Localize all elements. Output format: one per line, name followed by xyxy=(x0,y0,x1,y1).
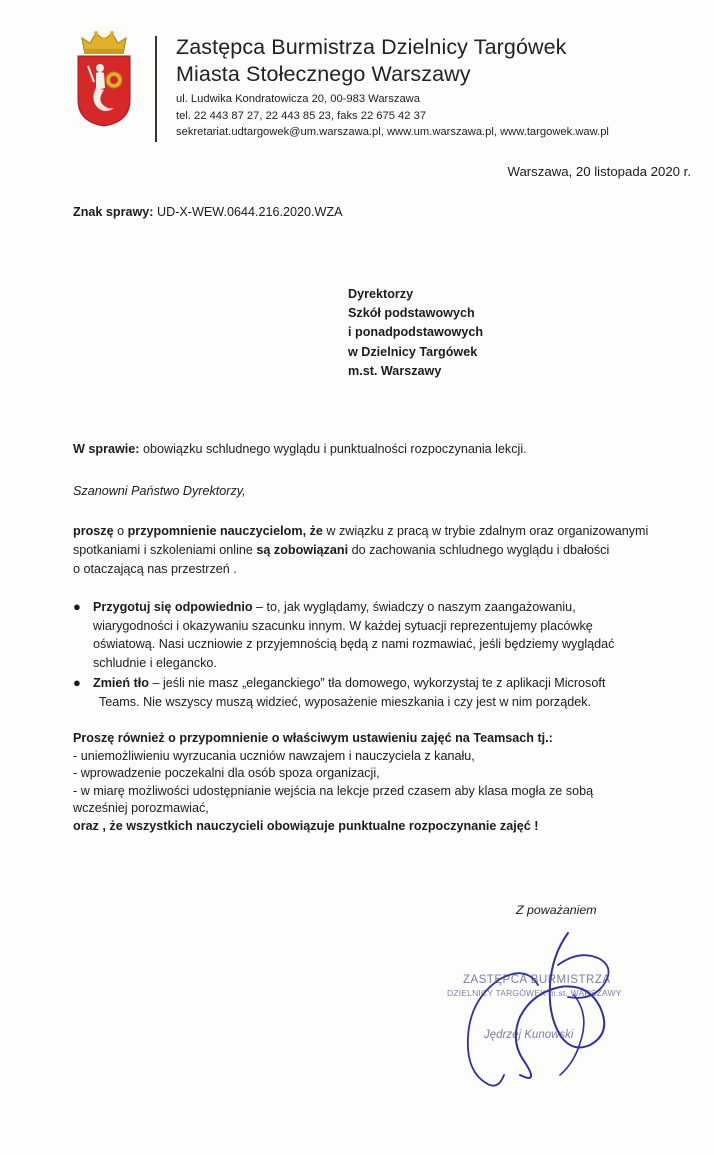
settings-item: - uniemożliwieniu wyrzucania uczniów nawzajem i nauczyciela z kanału, xyxy=(73,748,475,763)
intro-paragraph xyxy=(73,522,693,579)
bullet-icon: ● xyxy=(73,599,81,614)
list-item xyxy=(73,598,693,672)
addressee-block xyxy=(348,285,483,381)
case-label: Znak sprawy: xyxy=(73,205,154,219)
settings-item: - wprowadzenie poczekalni dla osób spoza organizacji, xyxy=(73,766,380,781)
org-address: ul. Ludwika Kondratowicza 20, 00-983 Warszawa xyxy=(176,93,420,105)
intro-bold: są zobowiązani xyxy=(256,543,349,557)
intro-text: spotkaniami i szkoleniami online xyxy=(73,543,257,557)
teams-settings-block xyxy=(73,730,693,836)
stamp-title: ZASTĘPCA BURMISTRZA xyxy=(463,974,611,986)
handwritten-signature xyxy=(440,925,650,1100)
tips-list xyxy=(73,598,693,711)
addressee-line: i ponadpodstawowych xyxy=(348,325,484,340)
greeting: Szanowni Państwo Dyrektorzy, xyxy=(73,484,246,498)
tip-title: Zmień tło xyxy=(93,676,149,690)
intro-bold: przypomnienie nauczycielom, że xyxy=(127,524,323,538)
case-reference xyxy=(73,205,342,219)
settings-heading: Proszę również o przypomnienie o właściwym ustawieniu zajęć na Teamsach tj.: xyxy=(73,731,553,745)
stamp-name: Jędrzej Kunowski xyxy=(484,1029,574,1041)
subject-text: obowiązku schludnego wyglądu i punktualności rozpoczynania lekcji. xyxy=(142,442,527,456)
tip-text: – jeśli nie masz „eleganckiego” tła domowego, wykorzystaj te z aplikacji Microsoft xyxy=(148,676,606,690)
org-name-line2: Miasta Stołecznego Warszawy xyxy=(176,62,471,86)
letter-date: Warszawa, 20 listopada 2020 r. xyxy=(507,164,691,179)
intro-text: w związku z pracą w trybie zdalnym oraz organizowanymi xyxy=(322,524,649,538)
subject-line xyxy=(73,442,527,456)
subject-label: W sprawie: xyxy=(73,442,140,456)
warsaw-coat-of-arms-icon xyxy=(74,30,134,128)
tip-text: wiarygodności i okazywaniu szacunku innym. W każdej sytuacji reprezentujemy placówkę xyxy=(93,618,593,633)
org-phones: tel. 22 443 87 27, 22 443 85 23, faks 22 675 42 37 xyxy=(176,110,427,122)
addressee-line: m.st. Warszawy xyxy=(348,363,442,378)
closing-regards: Z poważaniem xyxy=(516,903,597,917)
settings-item: wcześniej porozmawiać, xyxy=(73,801,209,816)
addressee-line: w Dzielnicy Targówek xyxy=(348,344,478,359)
intro-text: o xyxy=(113,524,128,538)
case-number: UD-X-WEW.0644.216.2020.WZA xyxy=(157,205,343,219)
addressee-line: Dyrektorzy xyxy=(348,287,414,301)
org-contact: sekretariat.udtargowek@um.warszawa.pl, www.um.warszawa.pl, www.targowek.waw.pl xyxy=(176,126,609,138)
intro-text: o otaczającą nas przestrzeń . xyxy=(73,562,237,576)
bullet-icon: ● xyxy=(73,675,81,690)
list-item xyxy=(73,674,693,711)
intro-bold: proszę xyxy=(73,524,114,538)
settings-item: - w miarę możliwości udostępnianie wejścia na lekcje przed czasem aby klasa mogła ze sobą xyxy=(73,783,594,798)
tip-text: oświatową. Nasi uczniowie z przyjemnością będą z nami rozmawiać, jeśli będziemy wyglądać xyxy=(93,637,615,651)
org-name-line1: Zastępca Burmistrza Dzielnicy Targówek xyxy=(176,35,567,59)
tip-text: schludnie i elegancko. xyxy=(93,655,217,670)
intro-text: do zachowania schludnego wyglądu i dbałości xyxy=(348,543,610,557)
tip-text: – to, jak wyglądamy, świadczy o naszym zaangażowaniu, xyxy=(252,600,576,614)
header-divider xyxy=(155,36,157,142)
settings-closing: oraz , że wszystkich nauczycieli obowiązuje punktualne rozpoczynanie zajęć ! xyxy=(73,818,539,833)
tip-text: Teams. Nie wszyscy muszą widzieć, wyposażenie mieszkania i czy jest w nim porządek. xyxy=(99,694,592,709)
stamp-office: DZIELNICY TARGÓWEK m.st. WARSZAWY xyxy=(447,988,622,998)
addressee-line: Szkół podstawowych xyxy=(348,306,475,321)
tip-title: Przygotuj się odpowiednio xyxy=(93,600,253,614)
